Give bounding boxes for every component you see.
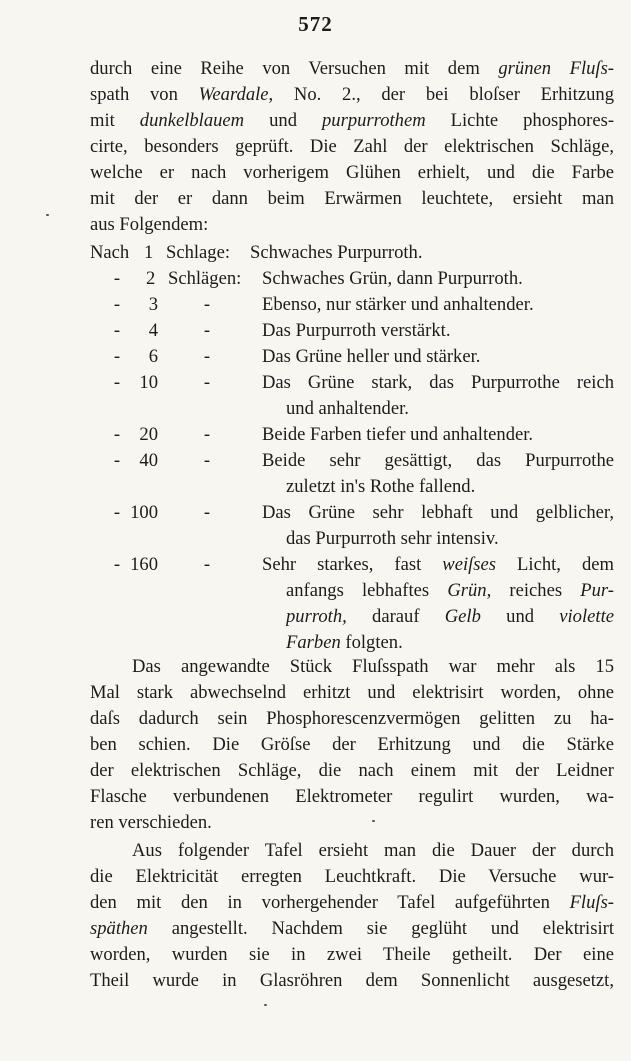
table-row-continuation: Farben folgten. bbox=[286, 632, 403, 653]
paragraph-table-intro bbox=[90, 838, 614, 994]
text-line: Flasche verbundenen Elektrometer regulirt wurden, wa- bbox=[90, 786, 614, 807]
text-line: Mal stark abwechselnd erhitzt und elektrisirt worden, ohne bbox=[90, 682, 614, 703]
text-line: ren verschieden. bbox=[90, 812, 212, 833]
page-number: 572 bbox=[298, 12, 333, 36]
table-row-continuation: anfangs lebhaftes Grün, reiches Pur- bbox=[286, 580, 614, 601]
table-row: - 2 Schlägen: Schwaches Grün, dann Purpurroth. bbox=[113, 268, 523, 289]
scan-speck bbox=[264, 1004, 267, 1006]
table-row-continuation: zuletzt in's Rothe fallend. bbox=[286, 476, 476, 497]
table-row: - 6 - Das Grüne heller und stärker. bbox=[113, 346, 481, 367]
table-row-continuation: purroth, darauf Gelb und violette bbox=[286, 606, 614, 627]
text-line: mit dunkelblauem und purpurrothem Lichte phosphores- bbox=[90, 110, 614, 131]
text-line: daſs dadurch sein Phosphorescenzvermögen gelitten zu ha- bbox=[90, 708, 614, 729]
text-line: die Elektricität erregten Leuchtkraft. Die Versuche wur- bbox=[90, 866, 614, 887]
text-line: der elektrischen Schläge, die nach einem mit der Leidner bbox=[90, 760, 614, 781]
text-line: Das angewandte Stück Fluſsspath war mehr als 15 bbox=[132, 656, 614, 677]
scan-speck bbox=[372, 820, 375, 822]
table-row: - 10 - Das Grüne stark, das Purpurrothe reich bbox=[113, 372, 614, 393]
scan-speck bbox=[46, 214, 49, 216]
text-line: cirte, besonders geprüft. Die Zahl der elektrischen Schläge, bbox=[90, 136, 614, 157]
table-row: - 20 - Beide Farben tiefer und anhaltender. bbox=[113, 424, 534, 445]
table-row: Nach 1 Schlage: Schwaches Purpurroth. bbox=[90, 242, 423, 263]
text-line: späthen angestellt. Nachdem sie geglüht und elektrisirt bbox=[90, 918, 614, 939]
table-row-continuation: und anhaltender. bbox=[286, 398, 409, 419]
text-line: den mit den in vorhergehender Tafel aufgeführten Fluſs- bbox=[90, 892, 614, 913]
text-line: Aus folgender Tafel ersieht man die Dauer der durch bbox=[132, 840, 614, 861]
table-row: - 3 - Ebenso, nur stärker und anhaltender. bbox=[113, 294, 534, 315]
text-line: welche er nach vorherigem Glühen erhielt, und die Farbe bbox=[90, 162, 614, 183]
shock-color-table bbox=[90, 240, 614, 656]
paragraph-fluorspar-note bbox=[90, 654, 614, 836]
table-row: - 40 - Beide sehr gesättigt, das Purpurrothe bbox=[113, 450, 614, 471]
text-line: ben schien. Die Gröſse der Erhitzung und die Stärke bbox=[90, 734, 614, 755]
table-row: - 100 - Das Grüne sehr lebhaft und gelblicher, bbox=[113, 502, 614, 523]
text-line: spath von Weardale, No. 2., der bei bloſser Erhitzung bbox=[90, 84, 614, 105]
table-row-continuation: das Purpurroth sehr intensiv. bbox=[286, 528, 499, 549]
text-line: aus Folgendem: bbox=[90, 214, 209, 235]
text-line: worden, wurden sie in zwei Theile getheilt. Der eine bbox=[90, 944, 614, 965]
text-line: durch eine Reihe von Versuchen mit dem grünen Fluſs- bbox=[90, 58, 614, 79]
table-row: - 160 - Sehr starkes, fast weiſses Licht, dem bbox=[113, 554, 614, 575]
text-line: mit der er dann beim Erwärmen leuchtete, ersieht man bbox=[90, 188, 614, 209]
paragraph-intro bbox=[90, 56, 614, 238]
table-row: - 4 - Das Purpurroth verstärkt. bbox=[113, 320, 451, 341]
text-line: Theil wurde in Glasröhren dem Sonnenlicht ausgesetzt, bbox=[90, 970, 614, 991]
